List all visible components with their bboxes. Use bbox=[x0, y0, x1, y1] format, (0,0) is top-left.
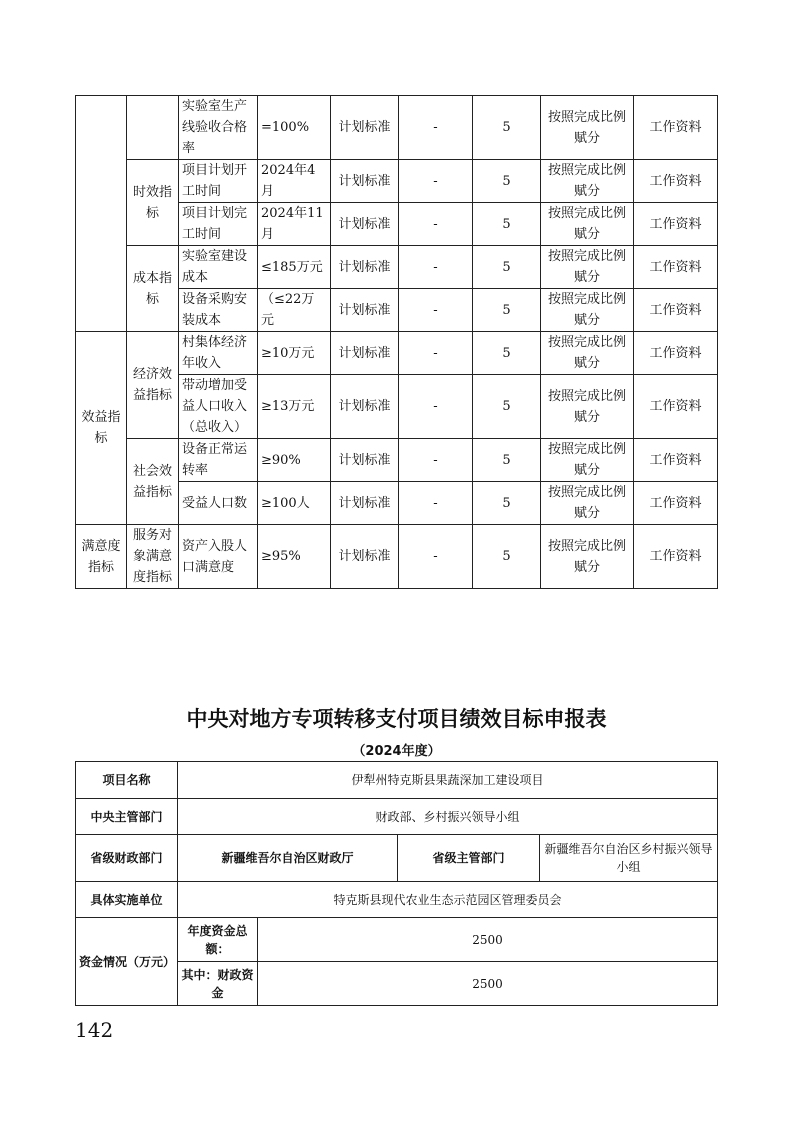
score-cell: 5 bbox=[473, 246, 541, 289]
indicator-cell: 项目计划开工时间 bbox=[179, 160, 258, 203]
table-row bbox=[76, 835, 718, 882]
level2-cell: 成本指标 bbox=[127, 246, 179, 332]
source-cell: 工作资料 bbox=[634, 96, 718, 160]
method-cell: 按照完成比例赋分 bbox=[541, 375, 634, 439]
method-cell: 按照完成比例赋分 bbox=[541, 525, 634, 589]
score-cell: 5 bbox=[473, 439, 541, 482]
impl-unit-label: 具体实施单位 bbox=[76, 882, 178, 918]
dash-cell: - bbox=[399, 525, 473, 589]
indicator-cell: 实验室生产线验收合格率 bbox=[179, 96, 258, 160]
indicator-cell: 设备正常运转率 bbox=[179, 439, 258, 482]
value-cell: ≥10万元 bbox=[258, 332, 331, 375]
value-cell: ≥95% bbox=[258, 525, 331, 589]
indicator-cell: 资产入股人口满意度 bbox=[179, 525, 258, 589]
value-cell: 2024年11月 bbox=[258, 203, 331, 246]
table-row bbox=[76, 439, 718, 482]
basis-cell: 计划标准 bbox=[331, 160, 399, 203]
central-dept-label: 中央主管部门 bbox=[76, 799, 178, 835]
prov-finance-value: 新疆维吾尔自治区财政厅 bbox=[178, 835, 398, 882]
prov-dept-value: 新疆维吾尔自治区乡村振兴领导小组 bbox=[540, 835, 718, 882]
table-row bbox=[76, 762, 718, 799]
basis-cell: 计划标准 bbox=[331, 289, 399, 332]
basis-cell: 计划标准 bbox=[331, 439, 399, 482]
project-name-value: 伊犁州特克斯县果蔬深加工建设项目 bbox=[178, 762, 718, 799]
form-title: 中央对地方专项转移支付项目绩效目标申报表 bbox=[186, 707, 607, 731]
basis-cell: 计划标准 bbox=[331, 96, 399, 160]
score-cell: 5 bbox=[473, 203, 541, 246]
indicator-cell: 受益人口数 bbox=[179, 482, 258, 525]
indicator-cell: 村集体经济年收入 bbox=[179, 332, 258, 375]
source-cell: 工作资料 bbox=[634, 203, 718, 246]
dash-cell: - bbox=[399, 289, 473, 332]
method-cell: 按照完成比例赋分 bbox=[541, 439, 634, 482]
prov-finance-label: 省级财政部门 bbox=[76, 835, 178, 882]
table-row bbox=[76, 160, 718, 203]
value-cell: =100% bbox=[258, 96, 331, 160]
basis-cell: 计划标准 bbox=[331, 375, 399, 439]
source-cell: 工作资料 bbox=[634, 439, 718, 482]
dash-cell: - bbox=[399, 439, 473, 482]
source-cell: 工作资料 bbox=[634, 160, 718, 203]
score-cell: 5 bbox=[473, 332, 541, 375]
value-cell: ≥100人 bbox=[258, 482, 331, 525]
basis-cell: 计划标准 bbox=[331, 482, 399, 525]
source-cell: 工作资料 bbox=[634, 289, 718, 332]
dash-cell: - bbox=[399, 332, 473, 375]
source-cell: 工作资料 bbox=[634, 482, 718, 525]
basis-cell: 计划标准 bbox=[331, 332, 399, 375]
source-cell: 工作资料 bbox=[634, 332, 718, 375]
prov-dept-label: 省级主管部门 bbox=[398, 835, 540, 882]
method-cell: 按照完成比例赋分 bbox=[541, 332, 634, 375]
score-cell: 5 bbox=[473, 289, 541, 332]
method-cell: 按照完成比例赋分 bbox=[541, 160, 634, 203]
annual-total-label: 年度资金总额： bbox=[178, 918, 258, 962]
score-cell: 5 bbox=[473, 160, 541, 203]
level2-cell: 服务对象满意度指标 bbox=[127, 525, 179, 589]
source-cell: 工作资料 bbox=[634, 525, 718, 589]
page-number: 142 bbox=[75, 1018, 114, 1042]
dash-cell: - bbox=[399, 375, 473, 439]
indicator-cell: 项目计划完工时间 bbox=[179, 203, 258, 246]
source-cell: 工作资料 bbox=[634, 246, 718, 289]
table-row bbox=[76, 96, 718, 160]
table-row bbox=[76, 918, 718, 962]
score-cell: 5 bbox=[473, 525, 541, 589]
method-cell: 按照完成比例赋分 bbox=[541, 289, 634, 332]
indicator-cell: 带动增加受益人口收入（总收入） bbox=[179, 375, 258, 439]
basis-cell: 计划标准 bbox=[331, 525, 399, 589]
level2-cell: 时效指标 bbox=[127, 160, 179, 246]
level2-cell: 社会效益指标 bbox=[127, 439, 179, 525]
table-row bbox=[76, 246, 718, 289]
method-cell: 按照完成比例赋分 bbox=[541, 246, 634, 289]
level1-cell: 满意度指标 bbox=[76, 525, 127, 589]
project-name-label: 项目名称 bbox=[76, 762, 178, 799]
dash-cell: - bbox=[399, 160, 473, 203]
source-cell: 工作资料 bbox=[634, 375, 718, 439]
impl-unit-value: 特克斯县现代农业生态示范园区管理委员会 bbox=[178, 882, 718, 918]
value-cell: ≥90% bbox=[258, 439, 331, 482]
dash-cell: - bbox=[399, 203, 473, 246]
method-cell: 按照完成比例赋分 bbox=[541, 203, 634, 246]
of-which-value: 2500 bbox=[258, 962, 718, 1006]
value-cell: ≤185万元 bbox=[258, 246, 331, 289]
indicator-cell: 设备采购安装成本 bbox=[179, 289, 258, 332]
level1-cell: 效益指标 bbox=[76, 332, 127, 525]
basis-cell: 计划标准 bbox=[331, 246, 399, 289]
funds-label: 资金情况（万元） bbox=[76, 918, 178, 1006]
value-cell: 2024年4月 bbox=[258, 160, 331, 203]
method-cell: 按照完成比例赋分 bbox=[541, 96, 634, 160]
method-cell: 按照完成比例赋分 bbox=[541, 482, 634, 525]
table-row bbox=[76, 882, 718, 918]
level1-cell bbox=[76, 96, 127, 332]
indicator-cell: 实验室建设成本 bbox=[179, 246, 258, 289]
of-which-label: 其中：财政资金 bbox=[178, 962, 258, 1006]
annual-total-value: 2500 bbox=[258, 918, 718, 962]
project-info-table bbox=[75, 761, 718, 1006]
performance-indicator-table bbox=[75, 95, 718, 589]
table-row bbox=[76, 799, 718, 835]
score-cell: 5 bbox=[473, 482, 541, 525]
level2-cell: 经济效益指标 bbox=[127, 332, 179, 439]
dash-cell: - bbox=[399, 482, 473, 525]
form-year: （2024年度） bbox=[352, 744, 441, 759]
basis-cell: 计划标准 bbox=[331, 203, 399, 246]
level2-cell bbox=[127, 96, 179, 160]
dash-cell: - bbox=[399, 246, 473, 289]
central-dept-value: 财政部、乡村振兴领导小组 bbox=[178, 799, 718, 835]
score-cell: 5 bbox=[473, 96, 541, 160]
score-cell: 5 bbox=[473, 375, 541, 439]
table-row bbox=[76, 332, 718, 375]
value-cell: ≥13万元 bbox=[258, 375, 331, 439]
dash-cell: - bbox=[399, 96, 473, 160]
table-row bbox=[76, 525, 718, 589]
value-cell: （≤22万元 bbox=[258, 289, 331, 332]
